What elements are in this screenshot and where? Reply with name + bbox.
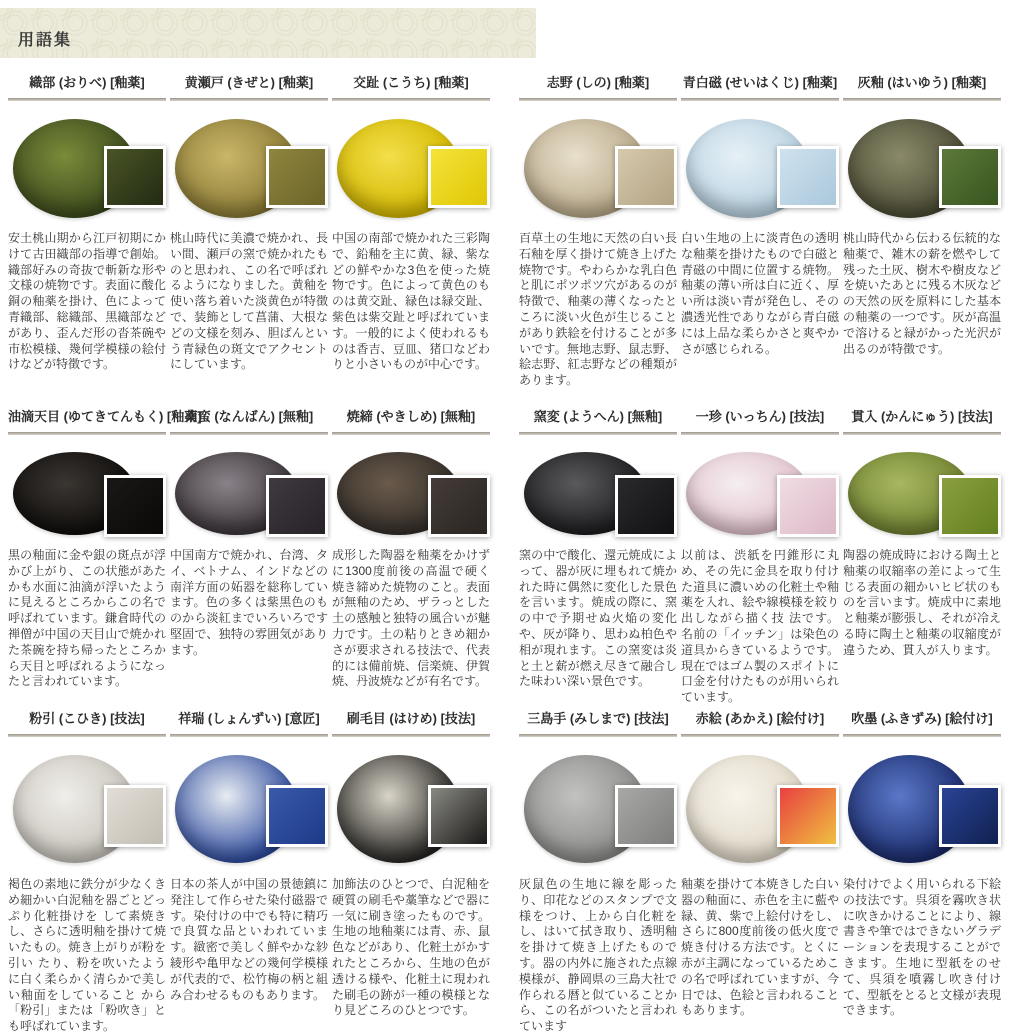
entry-title: 窯変 (ようへん) [無釉]: [533, 409, 663, 424]
photo-zoom-inset: [615, 785, 677, 847]
entry-description: 加飾法のひとつで、白泥釉を硬質の刷毛や藁筆などで器に一気に刷き塗ったものです。生地の地釉薬には青、赤、鼠色などがあり、化粧土がかすれたところから、生地の色が透ける様や、化粧土に現われた刷毛の跡が一種の模様となり見どころのひとつです。: [332, 876, 490, 1018]
title-divider: [843, 432, 1001, 435]
pottery-photo: [681, 749, 839, 869]
entry-description: 灰鼠色の生地に線を彫ったり、印花などのスタンプで文様をつけ、上から白化粧をし、はいて拭き取り、透明釉を掛けて焼き上げたものです。器の内外に施された点線模様が、静岡県の三島大社で作られる暦と似ていることから、この名がついたと言われています: [519, 876, 677, 1034]
title-divider: [332, 98, 490, 101]
entry-description: 釉薬を掛けて本焼きした白い器の釉面に、赤色を主に藍や緑、黄、紫で上絵付けをし、さらに800度前後の低火度で焼き付ける方法です。とくに赤が主調になっているためこの名で呼ばれていますが、今日では、色絵と言われることもあります。: [681, 876, 839, 1018]
entry-description: 日本の茶人が中国の景徳鎮に発注して作らせた染付磁器です。染付けの中でも特に精巧で良質な品といわれています。緻密で美しく鮮やかな紗綾形や亀甲などの幾何学模様が代表的で、松竹梅の柄と組み合わせるものもあります。: [170, 876, 328, 1002]
entry-title: 三島手 (みしまで) [技法]: [527, 710, 669, 726]
entry-description: 成形した陶器を釉薬をかけずに1300度前後の高温で硬く焼き締めた焼物のこと。表面が無釉のため、ザラっとした土の感触と独特の風合いが魅力です。土の粘りときめ細かさが要求される技法で、代表的には備前焼、信楽焼、伊賀焼、丹波焼などが有名です。: [332, 548, 490, 689]
title-divider: [332, 432, 490, 435]
pottery-photo: [843, 113, 1001, 223]
glossary-row: [8, 404, 1024, 706]
glossary-entry: [332, 706, 490, 1019]
photo-zoom-inset: [266, 785, 328, 847]
photo-zoom-inset: [615, 146, 677, 208]
entry-title: 祥瑞 (しょんずい) [意匠]: [178, 710, 320, 726]
photo-zoom-inset: [104, 475, 166, 537]
pottery-photo: [170, 447, 328, 540]
glossary-grid: [0, 70, 1024, 1035]
pottery-photo: [519, 749, 677, 869]
title-divider: [170, 432, 328, 435]
entry-title: 志野 (しの) [釉薬]: [546, 75, 650, 90]
photo-zoom-inset: [266, 146, 328, 208]
pottery-photo: [170, 113, 328, 223]
photo-zoom-inset: [104, 785, 166, 847]
entry-description: 黒の釉面に金や銀の斑点が浮かび上がり、この状態があたかも水面に油滴が浮いたように見えるところからこの名で呼ばれています。鎌倉時代の禅僧が中国の天目山で焼かれた茶碗を持ち帰ったところから天目と呼ばれるようになったと言われています。: [8, 548, 166, 689]
photo-zoom-inset: [428, 785, 490, 847]
entry-description: 桃山時代に美濃で焼かれ、長い間、瀬戸の窯で焼かれたものと思われ、この名で呼ばれるようになりました。黄釉を使い落ち着いた淡黄色が特徴で、装飾として菖蒲、大根などの文様を刻み、胆ばんという青緑色の斑文でアクセントにしています。: [170, 231, 328, 372]
title-divider: [519, 98, 677, 101]
entry-description: 窯の中で酸化、還元焼成によって、器が灰に埋もれて焼かれた時に偶然に変化した景色を言います。焼成の際に、窯の中で予期せぬ火焔の変化や、灰が降り、思わぬ柏色や相が現れます。この窯変は炎と土と薪が燃え尽きて融合した味わい深い景色です。: [519, 548, 677, 689]
entry-title: 粉引 (こひき) [技法]: [29, 710, 145, 726]
pottery-photo: [8, 447, 166, 540]
entry-title: 油滴天目 (ゆてきてんもく) [釉薬]: [8, 409, 202, 424]
pottery-photo: [332, 447, 490, 540]
title-divider: [519, 734, 677, 737]
photo-zoom-inset: [104, 146, 166, 208]
photo-zoom-inset: [939, 146, 1001, 208]
pottery-photo: [332, 113, 490, 223]
entry-description: 百草土の生地に天然の白い長石釉を厚く掛けて焼き上げた焼物です。やわらかな乳白色と肌にポツポツ穴があるのが特徴で、釉薬の薄くなったところに淡い火色が生じることがあり鉄絵を付けることが多いです。無地志野、鼠志野、絵志野、紅志野などの種類があります。: [519, 231, 677, 388]
entry-title: 一珍 (いっちん) [技法]: [695, 409, 825, 424]
entry-description: 以前は、渋紙を円錐形に丸め、その先に金具を取り付けた道具に濃いめの化粧土や釉薬を入れ、絵や線模様を絞り出しながら描く技 法です。名前の「イッチン」は染色の道具からきているようです。現在ではゴム製のスポイトに口金を付けたものが用いられています。: [681, 548, 839, 705]
entry-description: 白い生地の上に淡青色の透明な釉薬を掛けたもので白磁と青磁の中間に位置する焼物。釉薬の薄い所は白に近く、厚い所は淡い青が発色し、その濃透光性でありながら青白磁には上品な柔らかさと爽やかさが感じられる。: [681, 231, 839, 356]
entry-description: 染付けでよく用いられる下絵の技法です。呉須を霧吹き状に吹きかけることにより、線書きや筆ではできないグラデーションを表現することができます。生地に型紙をのせて、呉須を噴霧し吹き付けて、型紙をとると文様が表現できます。: [843, 876, 1001, 1018]
entry-title: 刷毛目 (はけめ) [技法]: [346, 710, 476, 726]
glossary-entry: [519, 70, 677, 389]
glossary-entry: [170, 70, 328, 373]
entry-description: 中国南方で焼かれ、台湾、タイ、ベトナム、インドなどの南洋方面の妬器を総称しています。色の多くは紫黒色のものから淡紅までいろいろです堅固で、独特の雰囲気があります。: [170, 548, 328, 657]
pottery-photo: [681, 113, 839, 223]
page-header: [0, 8, 536, 58]
glossary-entry: [681, 706, 839, 1019]
glossary-entry: [843, 404, 1001, 659]
glossary-entry: [332, 70, 490, 373]
pottery-photo: [170, 749, 328, 869]
glossary-entry: [681, 404, 839, 706]
photo-zoom-inset: [777, 146, 839, 208]
pottery-photo: [843, 749, 1001, 869]
entry-title: 吹墨 (ふきずみ) [絵付け]: [851, 710, 993, 726]
entry-description: 桃山時代から伝わる伝統的な釉薬で、雑木の薪を燃やして残った土灰、樹木や樹皮などを焼いたあとに残る木灰などの天然の灰を原料にした基本の釉薬の一つです。灰が高温で溶けると緑がかった光沢が出るのが特徴です。: [843, 231, 1001, 356]
title-divider: [843, 734, 1001, 737]
pottery-photo: [681, 447, 839, 540]
photo-zoom-inset: [777, 475, 839, 537]
title-divider: [519, 432, 677, 435]
pottery-photo: [8, 113, 166, 223]
photo-zoom-inset: [428, 475, 490, 537]
pottery-photo: [8, 749, 166, 869]
glossary-entry: [843, 706, 1001, 1019]
entry-description: 安土桃山期から江戸初期にかけて古田織部の指導で創始。織部好みの奇抜で斬新な形や文様の焼物です。表面に酸化銅の釉薬を掛け、色によって青織部、総織部、黒織部などがあり、歪んだ形の沓茶碗や市松模様、幾何学模様の絵付けなどが特徴です。: [8, 231, 166, 372]
glossary-entry: [332, 404, 490, 690]
title-divider: [170, 98, 328, 101]
glossary-page: [0, 8, 1024, 1035]
glossary-row: [8, 70, 1024, 404]
pottery-photo: [519, 113, 677, 223]
entry-title: 織部 (おりべ) [釉薬]: [29, 75, 145, 90]
glossary-entry: [8, 70, 166, 373]
pottery-photo: [332, 749, 490, 869]
photo-zoom-inset: [428, 146, 490, 208]
pottery-photo: [519, 447, 677, 540]
glossary-row: [8, 706, 1024, 1035]
glossary-entry: [170, 706, 328, 1003]
entry-description: 陶器の焼成時における陶土と釉薬の収縮率の差によって生じる表面の細かいヒビ状のものを言います。焼成中に素地と釉薬が膨張し、それが冷える時に陶土と釉薬の収縮度が違うため、貫入が入ります。: [843, 548, 1001, 657]
title-divider: [332, 734, 490, 737]
entry-title: 黄瀬戸 (きぜと) [釉薬]: [184, 75, 314, 90]
pottery-photo: [843, 447, 1001, 540]
entry-title: 灰釉 (はいゆう) [釉薬]: [857, 75, 987, 90]
title-divider: [681, 734, 839, 737]
glossary-entry: [8, 706, 166, 1035]
photo-zoom-inset: [777, 785, 839, 847]
entry-title: 交趾 (こうち) [釉薬]: [353, 75, 469, 90]
entry-description: 中国の南部で焼かれた三彩陶で、鉛釉を主に黄、緑、紫などの鮮やかな3色を使った焼物です。色によって黄色のものは黄交趾、緑色は緑交趾、紫色は紫交趾と呼ばれています。一般的によく使われるものは香吉、豆皿、猪口などわりと小さいものが中心です。: [332, 231, 490, 372]
glossary-entry: [8, 404, 202, 690]
entry-description: 褐色の素地に鉄分が少なくきめ細かい白泥釉を器ごとどっぷり化粧掛けを して素焼きし、さらに透明釉を掛けて焼いたもの。焼き上がりが粉を引い たり、粉を吹いたように白く柔らかく清らかで美しい釉面をしていること から「粉引」または「粉吹き」とも呼ばれています。: [8, 876, 166, 1034]
glossary-entry: [519, 706, 677, 1035]
entry-title: 焼締 (やきしめ) [無釉]: [346, 409, 476, 424]
photo-zoom-inset: [615, 475, 677, 537]
glossary-entry: [519, 404, 677, 690]
photo-zoom-inset: [266, 475, 328, 537]
glossary-entry: [681, 70, 839, 357]
title-divider: [8, 734, 166, 737]
title-divider: [681, 98, 839, 101]
title-divider: [681, 432, 839, 435]
page-title: 用語集: [18, 32, 73, 49]
title-divider: [843, 98, 1001, 101]
title-divider: [170, 734, 328, 737]
entry-title: 貫入 (かんにゅう) [技法]: [851, 409, 993, 424]
glossary-entry: [170, 404, 328, 659]
title-divider: [8, 98, 166, 101]
entry-title: 南蛮 (なんばん) [無釉]: [184, 409, 314, 424]
photo-zoom-inset: [939, 785, 1001, 847]
title-divider: [8, 432, 166, 435]
entry-title: 赤絵 (あかえ) [絵付け]: [695, 710, 825, 726]
glossary-entry: [843, 70, 1001, 357]
photo-zoom-inset: [939, 475, 1001, 537]
entry-title: 青白磁 (せいはくじ) [釉薬]: [682, 75, 838, 90]
